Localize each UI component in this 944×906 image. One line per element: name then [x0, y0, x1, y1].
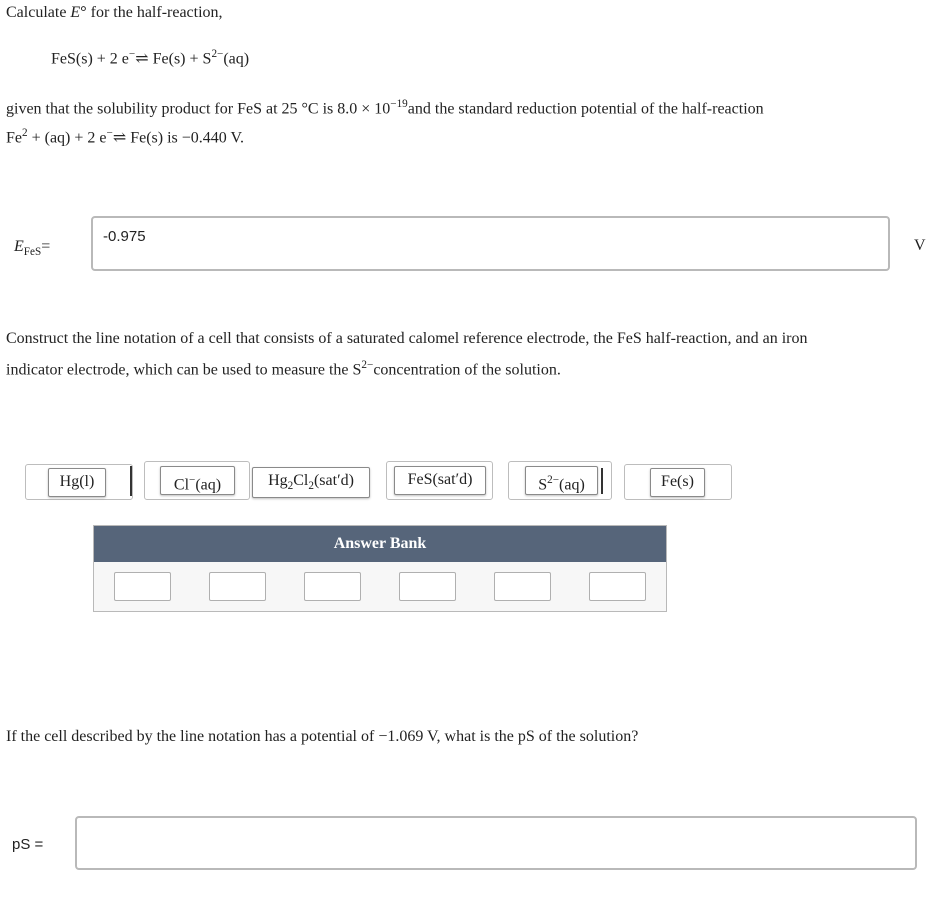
phase-boundary — [601, 468, 603, 494]
bank-slot[interactable] — [304, 572, 361, 601]
chip-iron-solid[interactable]: Fe(s) — [650, 468, 705, 497]
question-calculate-e: Calculate E° for the half-reaction, — [6, 4, 223, 21]
ps-label: pS = — [12, 836, 44, 853]
chip-sulfide[interactable]: $S^{2-}(aq)$ — [525, 466, 598, 495]
chip-chloride[interactable]: Cl−(aq) — [160, 466, 235, 495]
answer-bank — [93, 525, 667, 612]
chip-fes-satd[interactable]: FeS(sat′d) — [394, 466, 486, 495]
given-statement: given that the solubility product for FeS at 25 °C is $8.0 \times 10^{-19}and$ the standard reduction potential of the half-reaction $Fe^2 + (aq) + 2$ e−⇌ Fe(s) is −0.440 V. — [6, 98, 764, 147]
chip-hg2cl2[interactable]: $Hg_2Cl_2(sat'd)$ — [252, 467, 370, 498]
bank-slot[interactable] — [209, 572, 266, 601]
unit-volts: V — [914, 237, 926, 254]
chip-hg-liquid[interactable]: Hg(l) — [48, 468, 106, 497]
e-fes-value: -0.975 — [103, 228, 146, 245]
bank-slot[interactable] — [114, 572, 171, 601]
bank-slot[interactable] — [494, 572, 551, 601]
ps-input[interactable] — [75, 816, 917, 870]
e-fes-label: $E_{FeS}=$ — [14, 238, 51, 259]
answer-bank-body — [94, 562, 666, 611]
answer-bank-title: Answer Bank — [94, 526, 666, 562]
construct-instruction: Construct the line notation of a cell that consists of a saturated calomel reference electrode, the FeS half-reaction, and an iron indicator electrode, which can be used to measure the $S^{2-}concentration$ of the solution. — [6, 330, 808, 379]
e-fes-input[interactable] — [91, 216, 890, 271]
question-ps: If the cell described by the line notation has a potential of −1.069 V, what is the pS of the solution? — [6, 728, 639, 745]
bank-slot[interactable] — [589, 572, 646, 601]
bank-slot[interactable] — [399, 572, 456, 601]
phase-boundary — [130, 466, 132, 496]
half-reaction-equation: FeS(s) + 2 e−⇌ $Fe(s) + S^{2-}(aq)$ — [51, 48, 250, 68]
